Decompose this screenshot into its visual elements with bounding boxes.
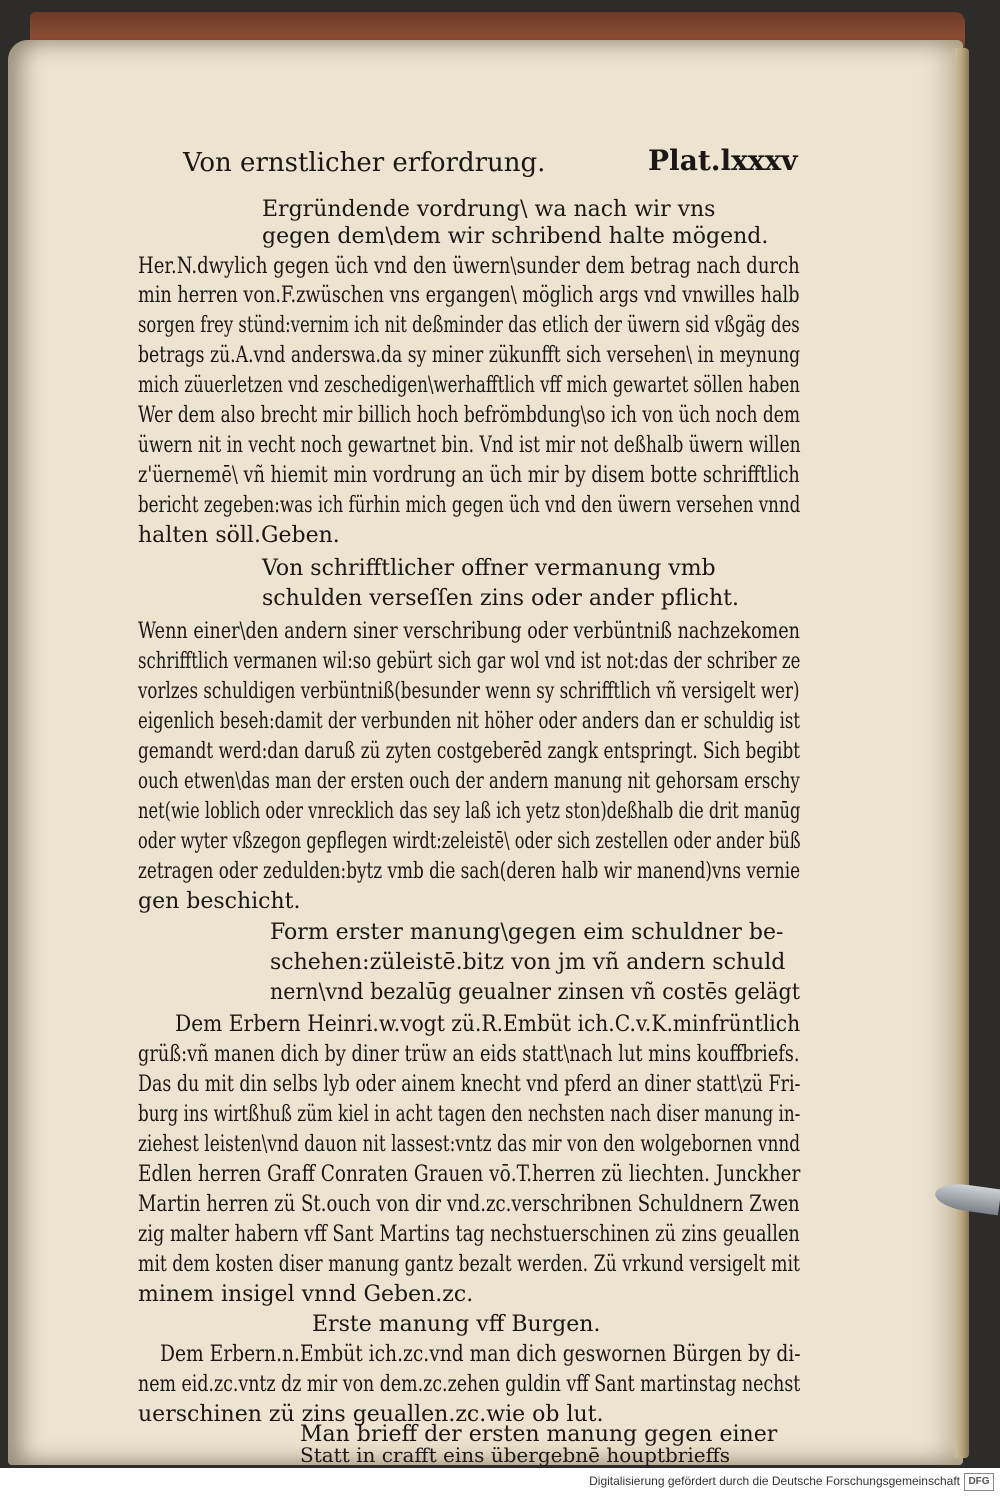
text-line: Wer dem also brecht mir billich hoch befrömbdung\so ich von üch noch dem (138, 403, 801, 428)
section-heading: schulden verseſſen zins oder ander pflicht. (262, 586, 739, 611)
text-line: nem eid.zc.vntz dz mir von dem.zc.zehen guldin vff Sant martinstag nechst (138, 1372, 801, 1397)
text-line: mit dem kosten diser manung gantz bezalt werden. Zü vrkund versigelt mit (138, 1252, 800, 1277)
folio-number: Plat.lxxxv (648, 144, 798, 177)
text-line: bericht zegeben:was ich fürhin mich gegen üch vnd den üwern versehen vnnd (138, 493, 801, 518)
text-line: burg ins wirtßhuß züm kiel in acht tagen den nechsten nach diser manung in- (138, 1102, 801, 1127)
text-line: Her.N.dwylich gegen üch vnd den üwern\sunder dem betrag nach durch (138, 254, 800, 279)
text-line: mich züuerletzen vnd zeschedigen\werhafftlich vff mich gewartet söllen haben (138, 373, 800, 398)
text-line: gemandt werd:dan daruß zü zyten costgeberēd zangk entspringt. Sich begibt (138, 739, 800, 764)
text-line: halten söll.Geben. (138, 523, 340, 548)
section-heading: Form erster manung\gegen eim schuldner be- (270, 920, 784, 945)
section-heading: nern\vnd bezalūg geualner zinsen vñ costēs gelägt (270, 980, 800, 1005)
section-heading: schehen:züleistē.bitz von jm vñ andern schuld (270, 950, 786, 975)
text-line: Edlen herren Graff Conraten Grauen vō.T.herren zü liechten. Junckher (138, 1162, 801, 1187)
section-heading: Erste manung vff Burgen. (312, 1312, 601, 1337)
text-line: gen beschicht. (138, 889, 301, 914)
dfg-logo-icon: DFG (964, 1473, 994, 1491)
text-line: sorgen frey stünd:vernim ich nit deßminder das etlich der üwern sid vßgäg des (138, 313, 800, 338)
text-line: ouch etwen\das man der ersten ouch der andern manung nit gehorsam erschy (138, 769, 800, 794)
text-line: z'üernemē\ vñ hiemit min vordrung an üch mir by disem botte schrifftlich (138, 463, 800, 488)
text-line: Dem Erbern.n.Embüt ich.zc.vnd man dich geswornen Bürgen by di- (160, 1342, 801, 1367)
text-line: Martin herren zü St.ouch von dir vnd.zc.verschribnen Schuldnern Zwen (138, 1192, 800, 1217)
text-line: min herren von.F.zwüschen vns ergangen\ möglich args vnd vnwilles halb (138, 283, 800, 308)
running-title: Von ernstlicher erfordrung. (183, 148, 546, 178)
text-line: Dem Erbern Heinri.w.vogt zü.R.Embüt ich.C.v.K.minfrüntlich (175, 1012, 801, 1037)
text-line: net(wie loblich oder vnrecklich das sey laß ich yetz ston)deßhalb die drit manūg (138, 799, 801, 824)
text-line: gegen dem\dem wir schribend halte mögend. (262, 224, 769, 249)
text-line: uerschinen zü zins geuallen.zc.wie ob lut. (138, 1402, 604, 1427)
section-heading: Von schrifftlicher offner vermanung vmb (262, 556, 716, 581)
footer-bar (0, 1468, 1000, 1496)
text-line: schrifftlich vermanen wil:so gebürt sich gar wol vnd ist not:das der schriber ze (138, 649, 801, 674)
text-line: zetragen oder zedulden:bytz vmb die sach(deren halb wir manend)vns vernie (138, 859, 801, 884)
text-line: Ergründende vordrung\ wa nach wir vns (262, 197, 716, 222)
text-line: vorlzes schuldigen verbüntniß(besunder wenn sy schrifftlich vñ versigelt wer) (138, 679, 800, 704)
text-line: grüß:vñ manen dich by diner trüw an eids statt\nach lut mins kouffbriefs. (138, 1042, 800, 1067)
section-heading: Statt in crafft eins übergebnē houptbrieffs (300, 1443, 731, 1467)
text-line: üwern nit in vecht noch gewartnet bin. Vnd ist mir not deßhalb üwern willen (138, 433, 801, 458)
text-line: ziehest leisten\vnd dauon nit lassest:vntz das mir von den wolgebornen vnnd (138, 1132, 801, 1157)
text-line: betrags zü.A.vnd anderswa.da sy miner zükunfft sich versehen\ in meynung (138, 343, 801, 368)
section-heading: Man brieff der ersten manung gegen einer (300, 1422, 778, 1447)
text-line: oder wyter vßzegon gepflegen wirdt:zeleistē\ oder sich zestellen oder ander büß (138, 829, 801, 854)
text-line: Das du mit din selbs lyb oder ainem knecht vnd pferd an diner statt\zü Fri- (138, 1072, 801, 1097)
text-line: Wenn einer\den andern siner verschribung oder verbüntniß nachzekomen (138, 619, 800, 644)
text-line: eigenlich beseh:damit der verbunden nit höher oder anders dan er schuldig ist (138, 709, 801, 734)
funding-credit: Digitalisierung gefördert durch die Deutsche Forschungsgemeinschaft (589, 1474, 960, 1488)
text-line: minem insigel vnnd Geben.zc. (138, 1282, 474, 1307)
text-line: zig malter habern vff Sant Martins tag nechstuerschinen zü zins geuallen (138, 1222, 800, 1247)
